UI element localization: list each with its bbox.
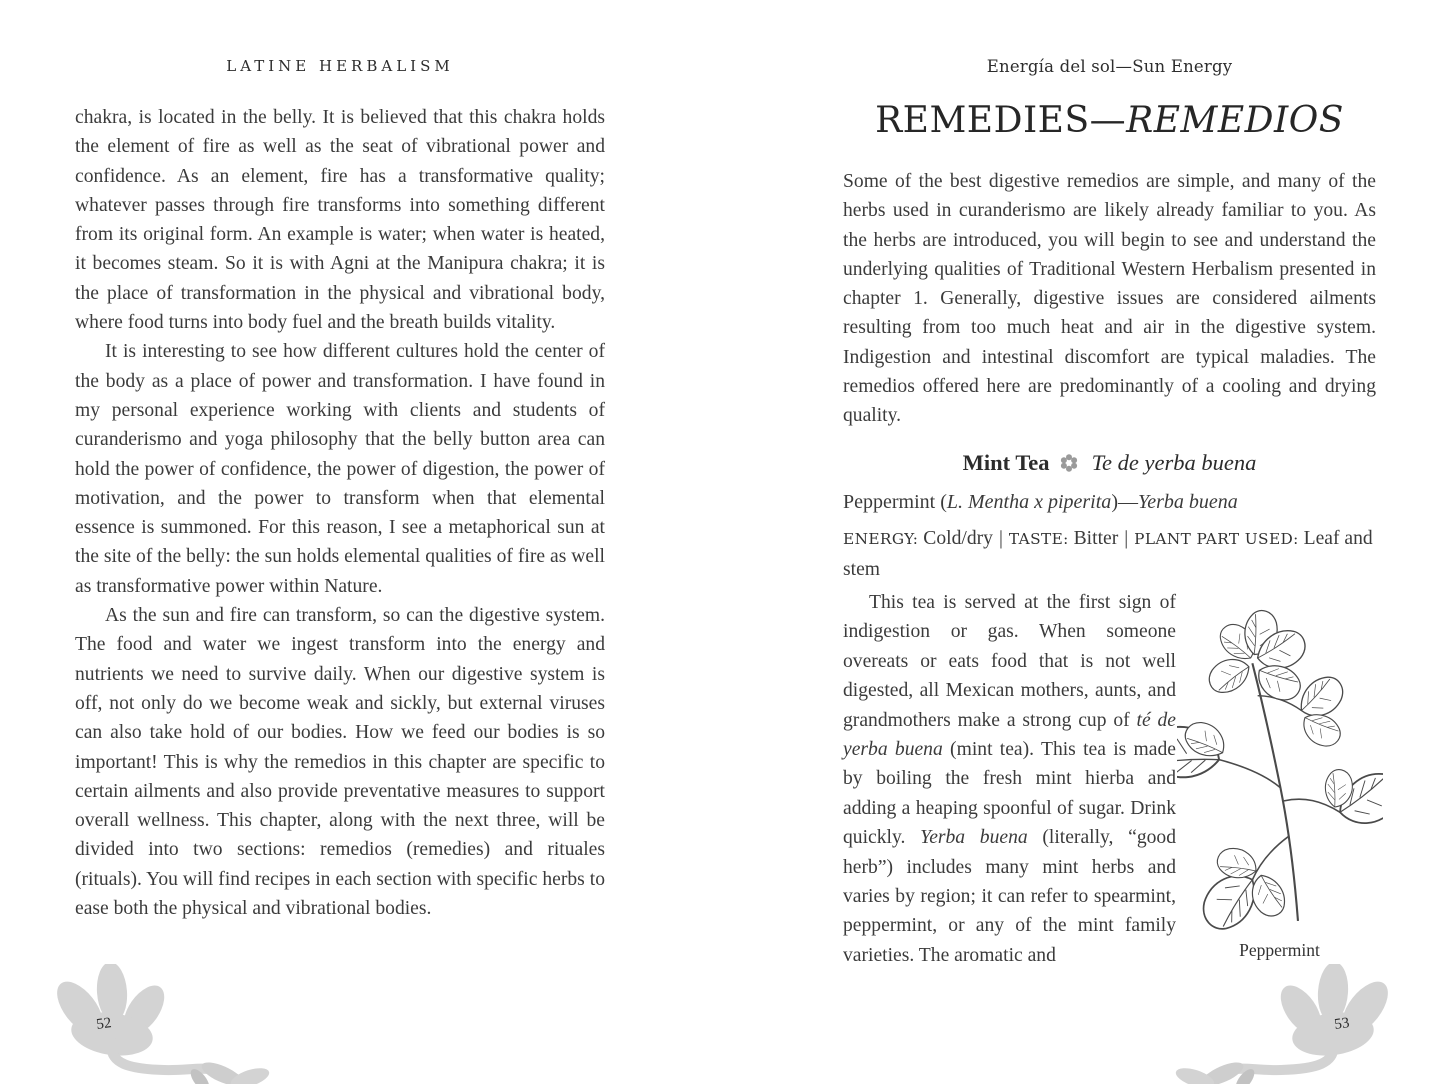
peppermint-illustration-figure — [1176, 588, 1383, 961]
remedy-content-row — [843, 588, 1383, 970]
plant-part-label: PLANT PART USED: — [1134, 530, 1299, 548]
peppermint-illustration — [1177, 598, 1383, 938]
section-title-italic: REMEDIOS — [1126, 100, 1344, 141]
separator-bar: | — [1124, 528, 1129, 549]
left-paragraph-1: chakra, is located in the belly. It is believed that this chakra holds the element of fire as well as the seat of vibrational power and confidence. As an element, fire has a transformative quality; whatever passes through fire transforms into something different from its original form. An example is water; when water is heated, it becomes steam. So it is with Agni at the Manipura chakra; it is the place of transformation in the physical and vibrational body, where food turns into body fuel and the breath builds vitality. — [75, 107, 605, 334]
remedy-name-english: Mint Tea — [962, 450, 1050, 475]
remedy-body-paragraph — [843, 588, 1176, 970]
taste-value: Bitter — [1073, 528, 1119, 549]
left-page-body — [75, 103, 605, 923]
left-paragraph-2: It is interesting to see how different cultures hold the center of the body as a place of power and transformation. I have found in my personal experience working with clients and students of curanderismo and yoga philosophy that the belly button area can hold the power of confidence, the power of digestion, the power of motivation, and the power to transform when that elemental essence is summoned. For this reason, I see a metaphorical sun at the site of the belly: the sun holds elemental qualities of fire as well as transformative power within Nature. — [75, 341, 605, 597]
taste-label: TASTE: — [1008, 530, 1069, 548]
remedy-properties-line — [843, 524, 1376, 584]
left-page-number: 52 — [95, 1015, 113, 1033]
right-page-number: 53 — [1333, 1015, 1351, 1033]
remedy-name-spanish: Te de yerba buena — [1091, 450, 1257, 475]
remedy-botanical-line: Peppermint (L. Mentha x piperita)—Yerba buena — [843, 491, 1238, 513]
flower-dingbat-icon — [1059, 453, 1079, 479]
remedy-body-text: This tea is served at the first sign of indigestion or gas. When someone overeats or eats food that is not well digested, all Mexican mothers, aunts, and grandmothers make a strong cup of té de yerba buena (mint tea). This tea is made by boiling the fresh mint hierba and adding a heaping spoonful of sugar. Drink quickly. Yerba buena (literally, “good herb”) includes many mint herbs and varies by region; it can refer to spearmint, peppermint, or any of the mint family varieties. The aromatic and — [843, 592, 1177, 966]
separator-bar: | — [998, 528, 1003, 549]
energy-label: ENERGY: — [843, 530, 919, 548]
left-paragraph-3: As the sun and fire can transform, so can the digestive system. The food and water we ingest transform into the energy and nutrients we need to survive daily. When our digestive system is off, not only do we become weak and sickly, but external viruses can also take hold of our bodies. How we feed our bodies is so important! This is why the remedios in this chapter are specific to certain ailments and also provide preventative measures to support overall wellness. This chapter, along with the next three, will be divided into two sections: remedios (remedies) and rituales (rituals). You will find recipes in each section with specific herbs to ease both the physical and vibrational bodies. — [75, 605, 605, 920]
decorative-flower-left — [10, 964, 340, 1084]
left-running-header: LATINE HERBALISM — [226, 57, 454, 75]
plant-part-value: Leaf and stem — [843, 528, 1373, 580]
right-running-header: Energía del sol—Sun Energy — [986, 57, 1233, 76]
remedy-heading — [843, 450, 1376, 479]
section-title — [843, 100, 1376, 141]
section-intro-paragraph: Some of the best digestive remedios are simple, and many of the herbs used in curanderismo are likely already familiar to you. As the herbs are introduced, you will begin to see and understand the underlying qualities of Traditional Western Herbalism presented in chapter 1. Generally, digestive issues are considered ailments resulting from too much heat and air in the digestive system. Indigestion and intestinal discomfort are typical maladies. The remedios offered here are predominantly of a cooling and drying quality. — [843, 171, 1376, 427]
illustration-caption: Peppermint — [1239, 940, 1320, 960]
decorative-flower-right — [1105, 964, 1435, 1084]
energy-value: Cold/dry — [923, 528, 993, 549]
section-title-roman: REMEDIES— — [875, 100, 1127, 141]
